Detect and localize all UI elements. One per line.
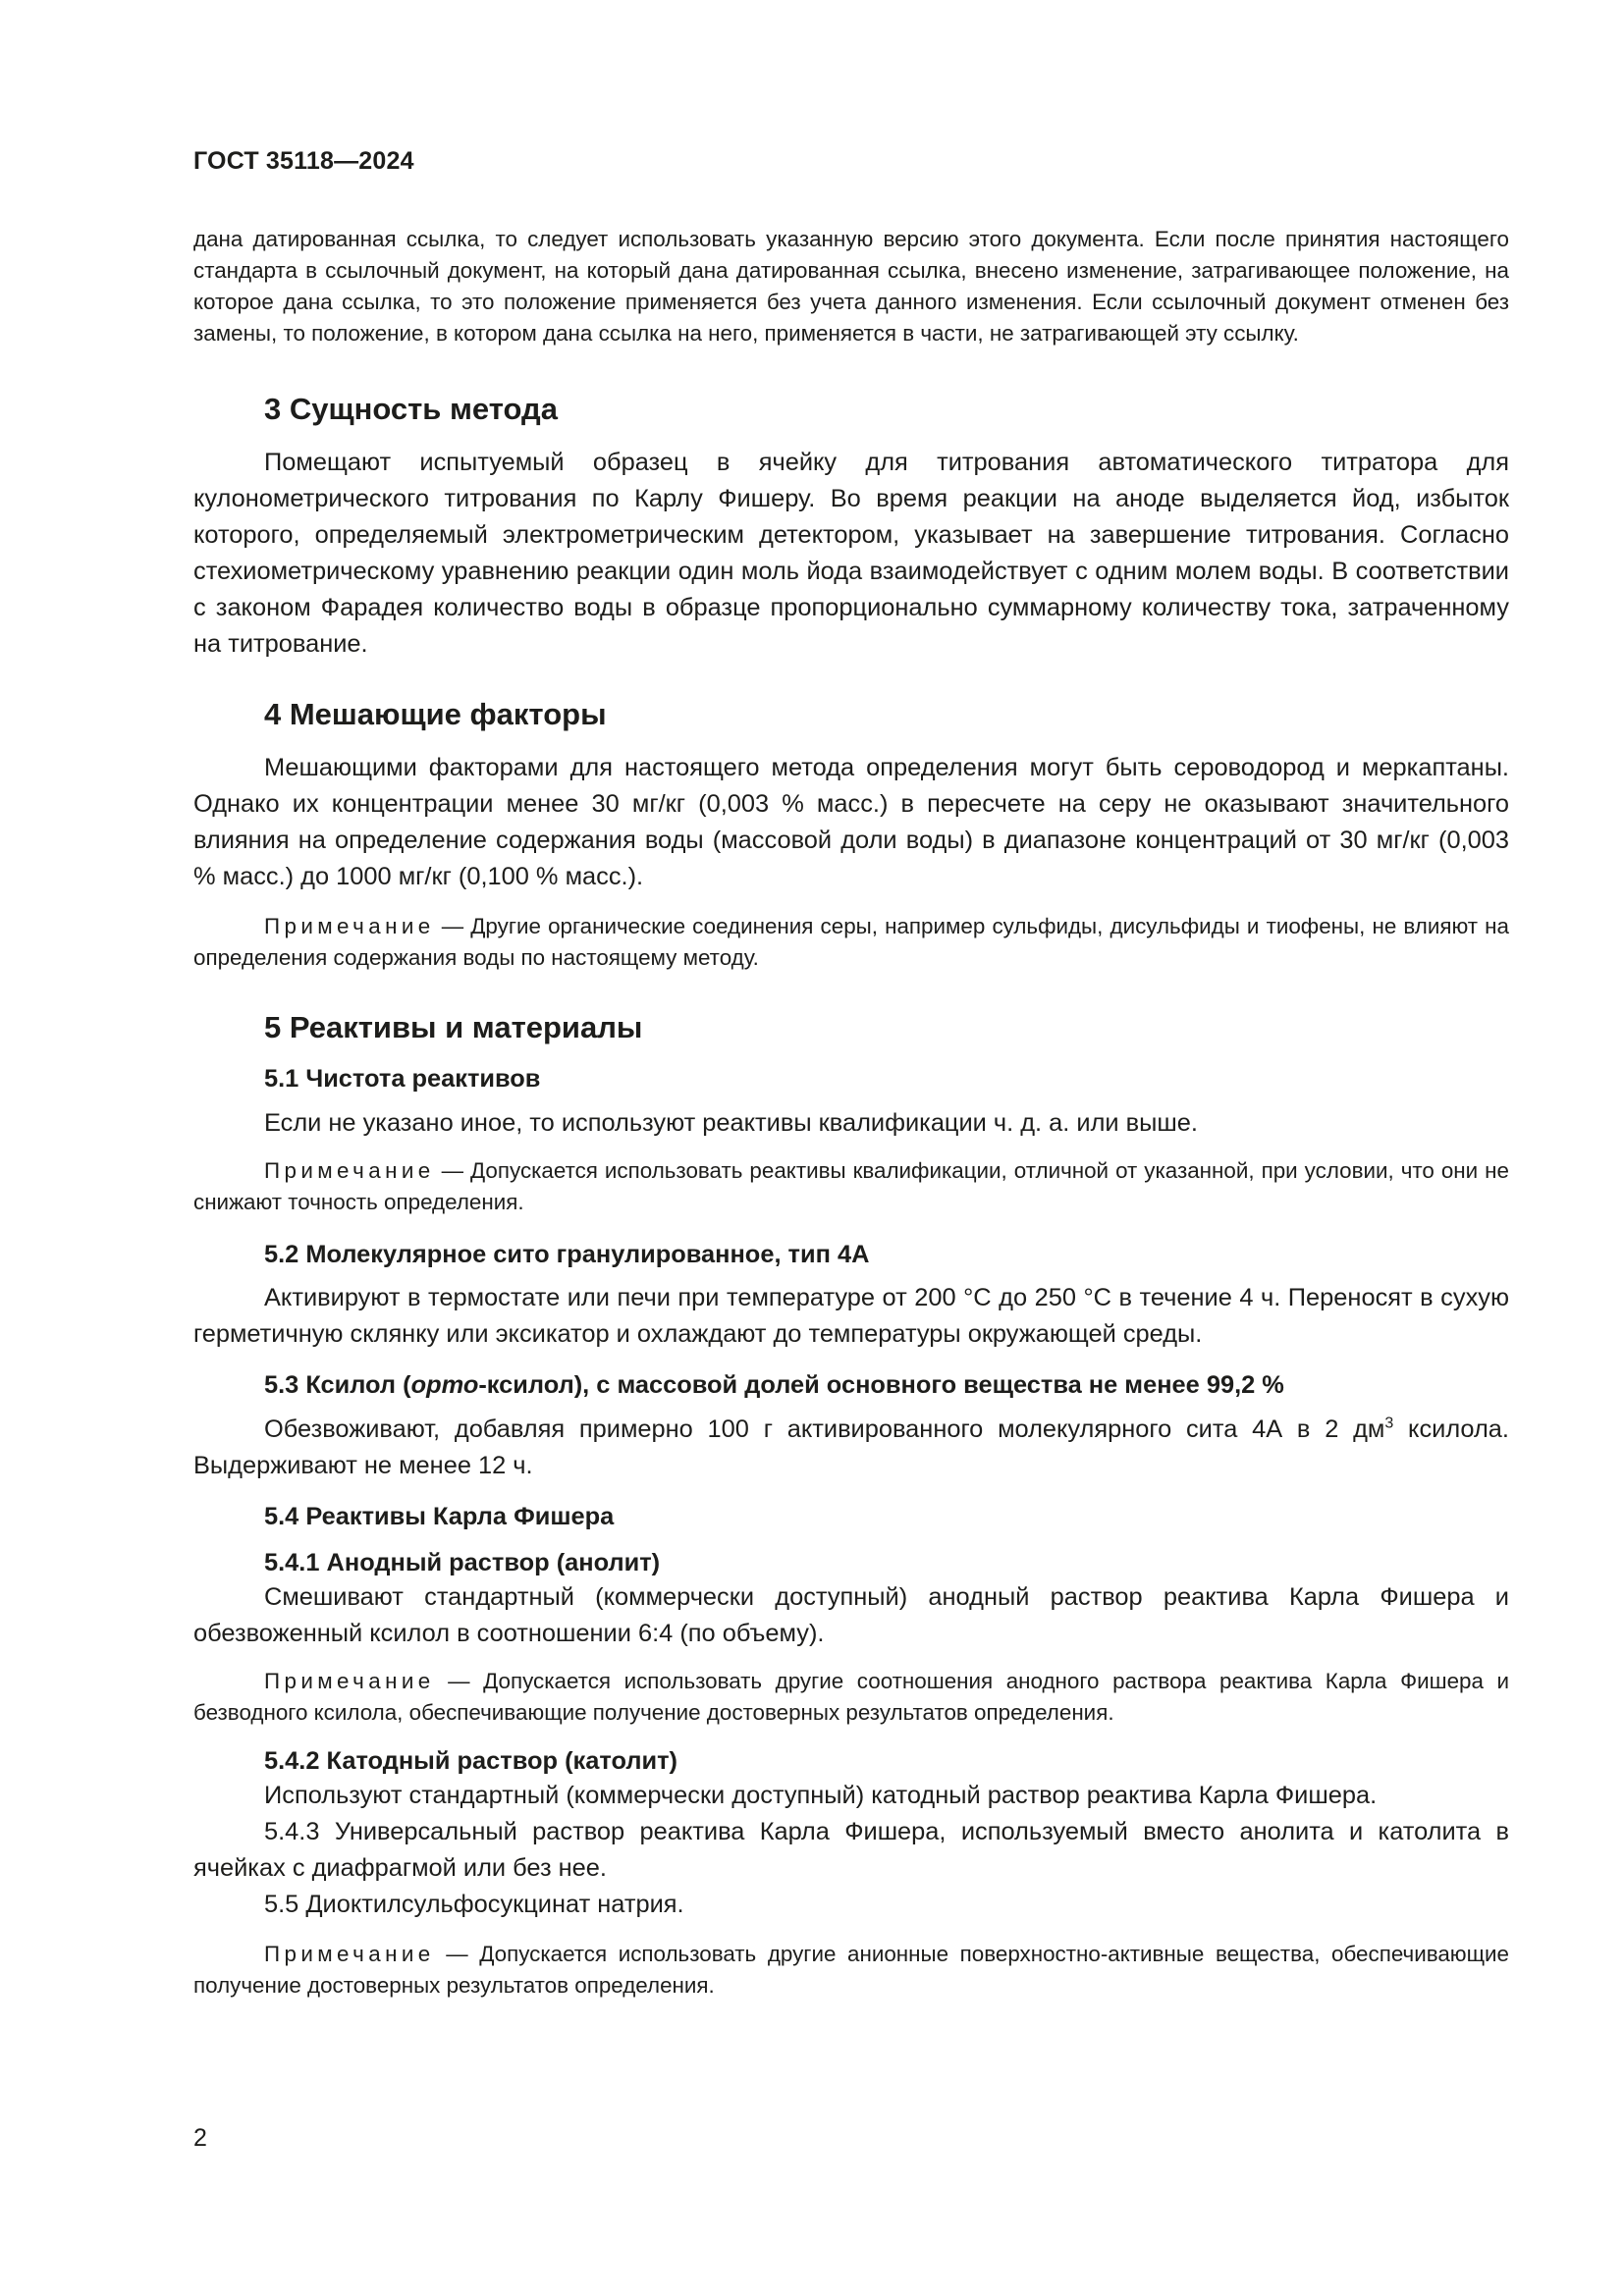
text-part: ксилола. Выдерживают не менее 12 ч.	[193, 1415, 1509, 1479]
page-number: 2	[193, 2124, 207, 2152]
section-5-4-1-heading: 5.4.1 Анодный раствор (анолит)	[264, 1549, 661, 1576]
section-5-3-text	[193, 1412, 1509, 1484]
section-4-note	[193, 911, 1509, 974]
section-5-1-text: Если не указано иное, то используют реактивы квалификации ч. д. а. или выше.	[264, 1109, 1198, 1137]
section-4-heading: 4 Мешающие факторы	[264, 697, 607, 731]
section-5-4-3-text: 5.4.3 Универсальный раствор реактива Карла Фишера, используемый вместо анолита и католита в ячейках с диафрагмой или без нее.	[193, 1818, 1509, 1882]
document-body	[193, 224, 1509, 2002]
note-text: — Другие органические соединения серы, например сульфиды, дисульфиды и тиофены, не влияют на определения содержания воды по настоящему методу.	[193, 914, 1509, 970]
section-5-2-text: Активируют в термостате или печи при температуре от 200 °С до 250 °С в течение 4 ч. Переносят в сухую герметичную склянку или эксикатор и охлаждают до температуры окружающей среды.	[193, 1284, 1509, 1348]
section-5-1-note	[193, 1155, 1509, 1218]
heading-part: -ксилол), с массовой долей основного вещества не менее 99,2 %	[478, 1371, 1284, 1399]
section-5-heading: 5 Реактивы и материалы	[264, 1010, 643, 1044]
section-5-3-heading	[264, 1368, 1509, 1402]
superscript: 3	[1384, 1415, 1394, 1432]
section-4-text: Мешающими факторами для настоящего метода определения могут быть сероводород и меркаптаны. Однако их концентрации менее 30 мг/кг (0,003 % масс.) в пересчете на серу не оказывают значительного влияния на определение содержания воды (массовой доли воды) в диапазоне концентраций от 30 мг/кг (0,003 % масс.) до 1000 мг/кг (0,100 % масс.).	[193, 754, 1509, 890]
note-label: Примечание	[264, 1158, 435, 1183]
note-label: Примечание	[264, 914, 435, 938]
note-text: — Допускается использовать реактивы квалификации, отличной от указанной, при условии, что они не снижают точность определения.	[193, 1158, 1509, 1214]
section-5-1-heading: 5.1 Чистота реактивов	[264, 1065, 541, 1093]
section-5-4-2-heading: 5.4.2 Катодный раствор (католит)	[264, 1747, 677, 1775]
document-code-header: ГОСТ 35118—2024	[193, 147, 414, 175]
heading-part: 5.3 Ксилол (	[264, 1371, 411, 1399]
section-5-5-note	[193, 1939, 1509, 2002]
section-5-4-heading: 5.4 Реактивы Карла Фишера	[264, 1503, 615, 1530]
section-5-4-2-text: Используют стандартный (коммерчески доступный) катодный раствор реактива Карла Фишера.	[264, 1782, 1378, 1809]
section-5-4-1-text: Смешивают стандартный (коммерчески доступный) анодный раствор реактива Карла Фишера и обезвоженный ксилол в соотношении 6:4 (по объему).	[193, 1583, 1509, 1647]
text-part: Обезвоживают, добавляя примерно 100 г активированного молекулярного сита 4А в 2 дм	[264, 1415, 1385, 1443]
section-5-4-1-note	[193, 1666, 1509, 1729]
note-label: Примечание	[264, 1669, 435, 1693]
section-5-2-heading: 5.2 Молекулярное сито гранулированное, тип 4А	[264, 1241, 870, 1268]
intro-paragraph: дана датированная ссылка, то следует использовать указанную версию этого документа. Если после принятия настоящего стандарта в ссылочный документ, на который дана датированная ссылка, внесено изменение, затрагивающее положение, на которое дана ссылка, то это положение применяется без учета данного изменения. Если ссылочный документ отменен без замены, то положение, в котором дана ссылка на него, применяется в части, не затрагивающей эту ссылку.	[193, 227, 1509, 346]
note-text: — Допускается использовать другие анионные поверхностно-активные вещества, обеспечивающие получение достоверных результатов определения.	[193, 1942, 1509, 1998]
heading-italic-part: орто	[410, 1371, 479, 1399]
note-label: Примечание	[264, 1942, 435, 1966]
section-3-text: Помещают испытуемый образец в ячейку для титрования автоматического титратора для кулонометрического титрования по Карлу Фишеру. Во время реакции на аноде выделяется йод, избыток которого, определяемый электрометрическим детектором, указывает на завершение титрования. Согласно стехиометрическому уравнению реакции один моль йода взаимодействует с одним молем воды. В соответствии с законом Фарадея количество воды в образце пропорционально суммарному количеству тока, затраченному на титрование.	[193, 449, 1509, 658]
section-5-5-text: 5.5 Диоктилсульфосукцинат натрия.	[264, 1891, 684, 1918]
note-text: — Допускается использовать другие соотношения анодного раствора реактива Карла Фишера и безводного ксилола, обеспечивающие получение достоверных результатов определения.	[193, 1669, 1509, 1725]
section-3-heading: 3 Сущность метода	[264, 392, 558, 426]
